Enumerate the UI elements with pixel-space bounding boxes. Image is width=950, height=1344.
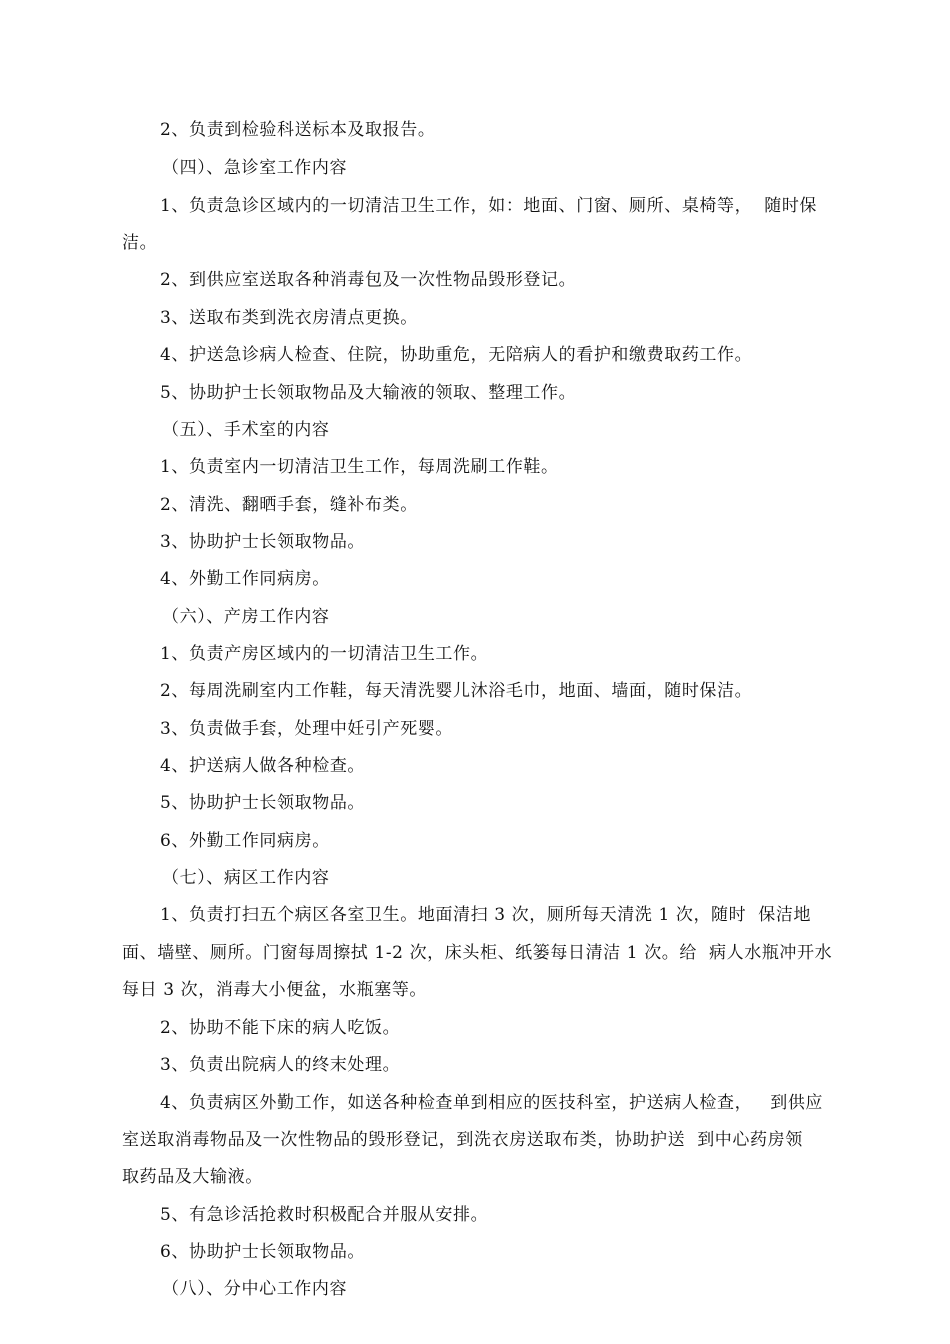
text-line: 6、外勤工作同病房。	[160, 831, 330, 851]
text-line: 室送取消毒物品及一次性物品的毁形登记，到洗衣房送取布类，协助护送 到中心药房领	[122, 1130, 803, 1150]
text-line: 3、负责做手套，处理中妊引产死婴。	[160, 719, 454, 739]
text-line: 2、清洗、翻晒手套，缝补布类。	[160, 495, 418, 515]
text-line: 3、负责出院病人的终末处理。	[160, 1055, 401, 1075]
text-line: 2、协助不能下床的病人吃饭。	[160, 1018, 401, 1038]
text-line: 4、护送急诊病人检查、住院，协助重危，无陪病人的看护和缴费取药工作。	[160, 345, 753, 365]
text-line: 5、有急诊活抢救时积极配合并服从安排。	[160, 1205, 489, 1225]
text-line: 4、外勤工作同病房。	[160, 569, 330, 589]
text-line: 1、负责急诊区域内的一切清洁卫生工作，如：地面、门窗、厕所、桌椅等， 随时保	[160, 196, 818, 216]
text-line: 4、护送病人做各种检查。	[160, 756, 366, 776]
section-heading: （八）、分中心工作内容	[162, 1279, 348, 1299]
text-line: 5、协助护士长领取物品。	[160, 793, 366, 813]
text-line: 1、负责打扫五个病区各室卫生。地面清扫 3 次，厕所每天清洗 1 次，随时 保洁地	[160, 905, 812, 925]
text-line: 5、协助护士长领取物品及大输液的领取、整理工作。	[160, 383, 577, 403]
text-line: 每日 3 次，消毒大小便盆，水瓶塞等。	[122, 980, 428, 1000]
text-line: 2、到供应室送取各种消毒包及一次性物品毁形登记。	[160, 270, 577, 290]
text-line: 3、协助护士长领取物品。	[160, 532, 366, 552]
text-line: 3、送取布类到洗衣房清点更换。	[160, 308, 418, 328]
text-line: 6、协助护士长领取物品。	[160, 1242, 366, 1262]
text-line: 取药品及大输液。	[122, 1167, 263, 1187]
section-heading: （四）、急诊室工作内容	[162, 158, 348, 178]
section-heading: （六）、产房工作内容	[162, 607, 330, 627]
text-line: 2、负责到检验科送标本及取报告。	[160, 120, 436, 140]
text-line: 1、负责室内一切清洁卫生工作，每周洗刷工作鞋。	[160, 457, 559, 477]
text-line: 1、负责产房区域内的一切清洁卫生工作。	[160, 644, 489, 664]
section-heading: （五）、手术室的内容	[162, 420, 330, 440]
section-heading: （七）、病区工作内容	[162, 868, 330, 888]
text-line: 4、负责病区外勤工作，如送各种检查单到相应的医技科室，护送病人检查， 到供应	[160, 1093, 824, 1113]
text-line: 面、墙壁、厕所。门窗每周擦拭 1-2 次，床头柜、纸篓每日清洁 1 次。给 病人水瓶冲开水	[122, 943, 833, 963]
text-line: 洁。	[122, 233, 158, 253]
text-line: 2、每周洗刷室内工作鞋，每天清洗婴儿沐浴毛巾，地面、墙面，随时保洁。	[160, 681, 753, 701]
